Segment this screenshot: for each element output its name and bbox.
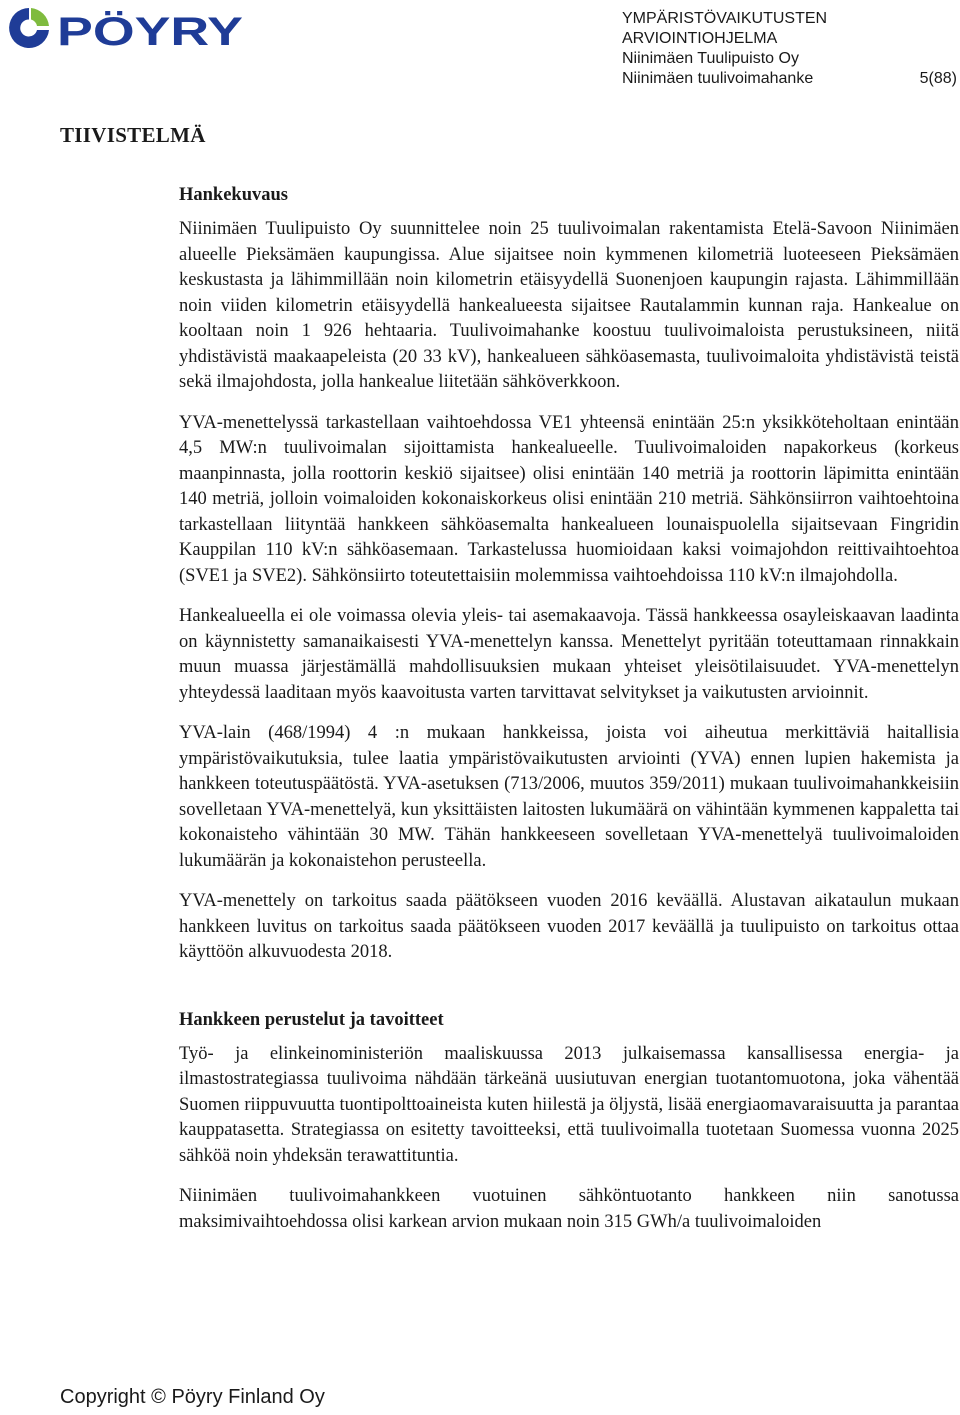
document-header xyxy=(622,9,957,89)
header-project: Niinimäen tuulivoimahanke xyxy=(622,70,814,87)
document-body xyxy=(179,183,959,1235)
page-number: 5(88) xyxy=(919,70,957,87)
header-company: Niinimäen Tuulipuisto Oy xyxy=(622,50,799,67)
paragraph: Niinimäen tuulivoimahankkeen vuotuinen sähköntuotanto hankkeen niin sanotussa maksimivaihtoehdossa olisi karkean arvion mukaan noin 315 GWh/a tuulivoimaloiden xyxy=(179,1186,959,1232)
paragraph: Hankealueella ei ole voimassa olevia yleis- tai asemakaavoja. Tässä hankkeessa osayleiskaavan laadinta on käynnistetty samanaikaisesti YVA-menettelyn kanssa. Menettelyt pyritään toteuttamaan rinnakkain muun muassa järjestämällä mahdollisuuksien mukaan yhteiset yleisötilaisuudet. YVA-menettelyn yhteydessä laaditaan myös kaavoitusta varten tarvittavat selvitykset ja vaikutusten arvioinnit. xyxy=(179,606,959,703)
page-title: TIIVISTELMÄ xyxy=(60,123,206,147)
footer-copyright: Copyright © Pöyry Finland Oy xyxy=(60,1386,325,1408)
paragraph: YVA-menettelyssä tarkastellaan vaihtoehdossa VE1 yhteensä enintään 25:n yksikköteholtaan enintään 4,5 MW:n tuulivoimalan sijoittamista hankealueelle. Tuulivoimaloiden napakorkeus (korkeus maanpinnasta, jolla roottorin keskiö sijaitsee) olisi enintään 140 metriä ja roottorin läpimitta enintään 140 metriä, jolloin voimaloiden kokonaiskorkeus olisi enintään 210 metriä. Sähkönsiirron vaihtoehtoina tarkastellaan liityntää hankkeen sähköasemalta hankealueen lounaispuolella sijaitsevaan Fingridin Kauppilan 110 kV:n sähköasemaan. Tarkastelussa huomioidaan kaksi voimajohdon reittivaihtoehtoa (SVE1 ja SVE2). Sähkönsiirto toteutettaisiin molemmissa vaihtoehdoissa 110 kV:n ilmajohdolla. xyxy=(179,412,959,586)
header-project-row xyxy=(622,69,957,89)
header-doc-type: YMPÄRISTÖVAIKUTUSTEN xyxy=(622,10,828,27)
section-heading: Hankekuvaus xyxy=(179,185,288,205)
poyry-logo xyxy=(5,4,245,52)
paragraph: YVA-menettely on tarkoitus saada päätökseen vuoden 2016 keväällä. Alustavan aikataulun mukaan hankkeen luvitus on tarkoitus saada päätökseen vuoden 2017 keväällä ja tuulipuisto on tarkoitus ottaa käyttöön alkuvuodesta 2018. xyxy=(179,891,959,962)
logo-wordmark: PÖYRY xyxy=(57,10,196,52)
logo-emblem xyxy=(9,8,49,48)
paragraph: YVA-lain (468/1994) 4 :n mukaan hankkeissa, joista voi aiheutua merkittäviä haitallisia ympäristövaikutuksia, tulee laatia ympäristövaikutusten arviointi (YVA) ennen lupien hakemista ja hankkeen toteutuspäätöstä. YVA-asetuksen (713/2006, muutos 359/2011) mukaan tuulivoimahankkeisiin sovelletaan YVA-menettelyä, kun yksittäisten laitosten lukumäärä on vähintään kymmenen kappaletta tai kokonaisteho vähintään 30 MW. Tähän hankkeeseen sovelletaan YVA-menettelyä tuulivoimaloiden lukumäärän ja kokonaistehon perusteella. xyxy=(179,723,959,871)
paragraph: Työ- ja elinkeinoministeriön maaliskuussa 2013 julkaisemassa kansallisessa energia- ja ilmastostrategiassa tuulivoima nähdään tärkeänä uusiutuvan energian tuotantomuotona, joka vähentää Suomen riippuvuutta tuontipolttoaineista kuten hiilestä ja öljystä, lisää energiaomavaraisuutta ja parantaa kauppatasetta. Strategiassa on esitetty tavoitteeksi, että tuulivoimalla tuotetaan Suomessa vuonna 2025 sähköä noin yhdeksän terawattituntia. xyxy=(179,1043,959,1166)
section-hankekuvaus xyxy=(179,183,959,966)
section-heading: Hankkeen perustelut ja tavoitteet xyxy=(179,1009,444,1030)
paragraph: Niinimäen Tuulipuisto Oy suunnittelee noin 25 tuulivoimalan rakentamista Etelä-Savoon Niinimäen alueelle Pieksämäen kaupungissa. Alue sijaitsee noin kymmenen kilometriä luoteeseen Pieksämäen keskustasta ja lähimmillään noin kilometrin etäisyydellä Suonenjoen kaupungin rajasta. Lähimmillään noin viiden kilometrin etäisyydellä hankealueesta sijaitsee Rautalammin kunnan raja. Hankealue on kooltaan noin 1 926 hehtaaria. Tuulivoimahanke koostuu tuulivoimaloista perustuksineen, niitä yhdistävistä maakaapeleista (20 33 kV), hankealueen sähköasemasta, tuulivoimaloita yhdistävistä teistä sekä ilmajohdosta, jolla hankealue liitetään sähköverkkoon. xyxy=(179,219,959,392)
section-perustelut xyxy=(179,1008,959,1236)
header-doc-subtype: ARVIOINTIOHJELMA xyxy=(622,30,778,47)
